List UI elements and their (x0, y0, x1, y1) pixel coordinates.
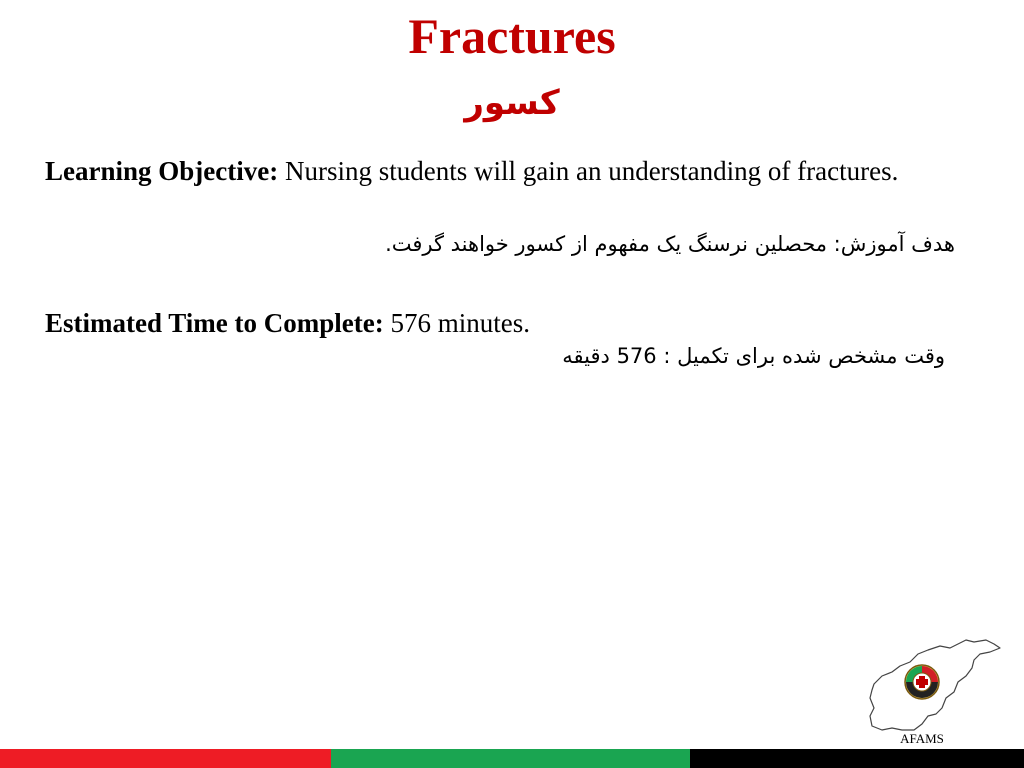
slide-title: Fractures (408, 8, 616, 64)
learning-objective-label: Learning Objective: (45, 156, 279, 186)
estimated-time-text: 576 minutes. (383, 308, 530, 338)
afghanistan-map-logo-icon (862, 636, 1004, 736)
estimated-time-label: Estimated Time to Complete: (45, 308, 384, 338)
slide-title-fa: کسور (464, 83, 560, 123)
estimated-time (45, 304, 945, 342)
learning-objective-fa: هدف آموزش: محصلین نرسنگ یک مفهوم از کسور خواهند گرفت. (385, 232, 955, 256)
learning-objective (45, 152, 945, 190)
bar-green-segment (331, 749, 690, 768)
bar-red-segment (0, 749, 331, 768)
estimated-time-fa: وقت مشخص شده برای تکمیل : 576 دقیقه (562, 344, 945, 368)
bar-black-segment (690, 749, 1024, 768)
org-label: AFAMS (900, 731, 944, 746)
footer-color-bar (0, 749, 1024, 768)
learning-objective-text: Nursing students will gain an understanding of fractures. (278, 156, 899, 186)
